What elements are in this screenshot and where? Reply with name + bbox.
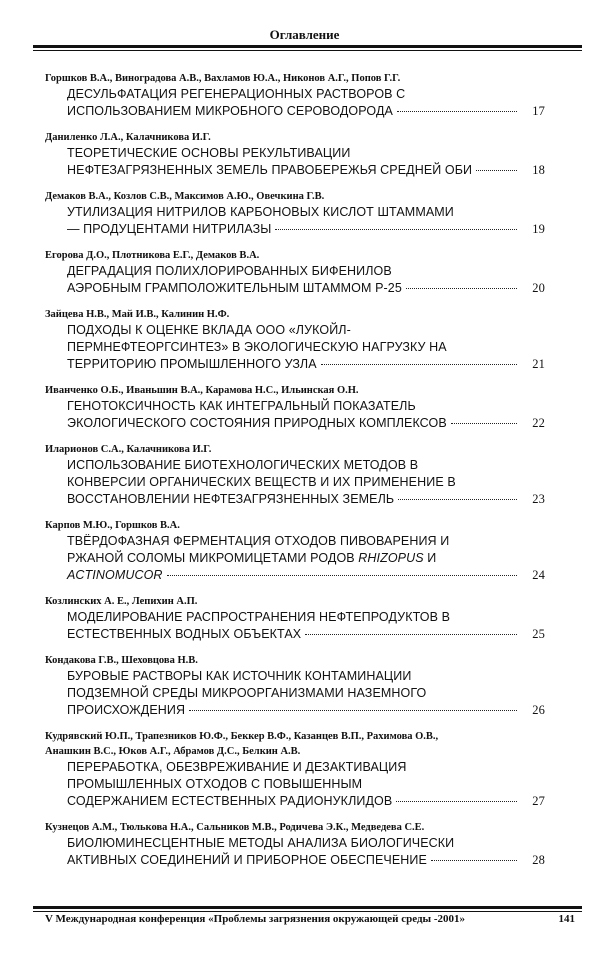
top-rule-thick: [33, 45, 582, 48]
entry-authors: Карпов М.Ю., Горшков В.А.: [45, 520, 180, 531]
title-line: ПРОИСХОЖДЕНИЯ: [67, 703, 186, 717]
entry-title: [67, 86, 575, 120]
title-last-line: [67, 567, 545, 584]
title-text: И: [423, 551, 437, 565]
title-last-line: [67, 702, 545, 719]
bottom-rule-thick: [33, 906, 582, 909]
entry-title: [67, 609, 575, 643]
genus-name: ACTINOMUCOR: [67, 568, 163, 582]
page-number[interactable]: 18: [532, 163, 545, 177]
dot-leader: [189, 710, 517, 711]
title-line: [67, 550, 545, 567]
title-line: ПЕРМНЕФТЕОРГСИНТЕЗ» В ЭКОЛОГИЧЕСКУЮ НАГРУЗКУ НА: [67, 340, 447, 354]
dot-leader: [397, 111, 517, 112]
title-last-line: [67, 356, 545, 373]
entry-authors: Даниленко Л.А., Калачникова И.Г.: [45, 132, 211, 143]
dot-leader: [305, 634, 517, 635]
title-last-line: [67, 162, 545, 179]
page-number[interactable]: 19: [532, 222, 545, 236]
title-line: ТВЁРДОФАЗНАЯ ФЕРМЕНТАЦИЯ ОТХОДОВ ПИВОВАРЕНИЯ И: [67, 534, 450, 548]
title-last-line: [67, 103, 545, 120]
entry-authors: Анашкин В.С., Юков А.Г., Абрамов Д.С., Белкин А.В.: [45, 746, 301, 757]
title-last-line: [67, 852, 545, 869]
page-title: Оглавление: [269, 27, 340, 42]
title-line: ПЕРЕРАБОТКА, ОБЕЗВРЕЖИВАНИЕ И ДЕЗАКТИВАЦИЯ: [67, 760, 407, 774]
title-line: КОНВЕРСИИ ОРГАНИЧЕСКИХ ВЕЩЕСТВ И ИХ ПРИМЕНЕНИЕ В: [67, 475, 456, 489]
entry-title: [67, 204, 575, 238]
title-line: АКТИВНЫХ СОЕДИНЕНИЙ И ПРИБОРНОЕ ОБЕСПЕЧЕНИЕ: [67, 853, 427, 867]
toc-entry[interactable]: [45, 307, 575, 373]
bottom-rule-thin: [33, 911, 582, 912]
entry-authors: Иванченко О.Б., Иваньшин В.А., Карамова Н.С., Ильинская О.Н.: [45, 385, 359, 396]
entry-authors: Кудрявский Ю.П., Трапезников Ю.Ф., Беккер В.Ф., Казанцев В.П., Рахимова О.В.,: [45, 731, 439, 742]
entry-title: [67, 759, 575, 810]
title-line: ЭКОЛОГИЧЕСКОГО СОСТОЯНИЯ ПРИРОДНЫХ КОМПЛЕКСОВ: [67, 416, 447, 430]
title-line: НЕФТЕЗАГРЯЗНЕННЫХ ЗЕМЕЛЬ ПРАВОБЕРЕЖЬЯ СРЕДНЕЙ ОБИ: [67, 163, 473, 177]
toc-entry[interactable]: [45, 248, 575, 297]
dot-leader: [275, 229, 517, 230]
title-line: ДЕСУЛЬФАТАЦИЯ РЕГЕНЕРАЦИОННЫХ РАСТВОРОВ С: [67, 87, 406, 101]
title-line: ТЕРРИТОРИЮ ПРОМЫШЛЕННОГО УЗЛА: [67, 357, 317, 371]
entry-title: [67, 322, 575, 373]
toc-entry[interactable]: [45, 383, 575, 432]
entry-title: [67, 533, 575, 584]
title-last-line: [67, 415, 545, 432]
title-line: ПОДЗЕМНОЙ СРЕДЫ МИКРООРГАНИЗМАМИ НАЗЕМНОГО: [67, 686, 427, 700]
page-number[interactable]: 26: [532, 703, 545, 717]
entry-title: [67, 263, 575, 297]
footer-conference-title: V Международная конференция «Проблемы загрязнения окружающей среды -2001»: [45, 913, 466, 925]
toc-entry[interactable]: [45, 442, 575, 508]
entry-authors: Иларионов С.А., Калачникова И.Г.: [45, 444, 212, 455]
title-line: ПРОМЫШЛЕННЫХ ОТХОДОВ С ПОВЫШЕННЫМ: [67, 777, 363, 791]
entry-authors: Козлинских А. Е., Лепихин А.П.: [45, 596, 198, 607]
title-line: ГЕНОТОКСИЧНОСТЬ КАК ИНТЕГРАЛЬНЫЙ ПОКАЗАТЕЛЬ: [67, 399, 416, 413]
title-line: ЕСТЕСТВЕННЫХ ВОДНЫХ ОБЪЕКТАХ: [67, 627, 302, 641]
page-number[interactable]: 21: [532, 357, 545, 371]
entry-authors: Демаков В.А., Козлов С.В., Максимов А.Ю., Овечкина Г.В.: [45, 191, 325, 202]
toc-entry[interactable]: [45, 729, 575, 810]
title-last-line: [67, 793, 545, 810]
dot-leader: [406, 288, 517, 289]
entry-authors: Горшков В.А., Виноградова А.В., Вахламов Ю.А., Никонов А.Г., Попов Г.Г.: [45, 73, 401, 84]
page-footer: [45, 913, 575, 925]
toc-entry[interactable]: [45, 820, 575, 869]
top-rule-thin: [33, 50, 582, 51]
dot-leader: [167, 575, 517, 576]
entry-authors: Зайцева Н.В., Май И.В., Калинин Н.Ф.: [45, 309, 230, 320]
toc-entry[interactable]: [45, 130, 575, 179]
entry-title: [67, 145, 575, 179]
entry-title: [67, 835, 575, 869]
title-line: УТИЛИЗАЦИЯ НИТРИЛОВ КАРБОНОВЫХ КИСЛОТ ШТАММАМИ: [67, 205, 454, 219]
toc-entry[interactable]: [45, 189, 575, 238]
page-number[interactable]: 17: [532, 104, 545, 118]
title-last-line: [67, 491, 545, 508]
page-number[interactable]: 24: [532, 568, 545, 582]
entry-title: [67, 398, 575, 432]
footer-page-number: 141: [558, 913, 575, 925]
dot-leader: [321, 364, 517, 365]
page-number[interactable]: 28: [532, 853, 545, 867]
dot-leader: [396, 801, 517, 802]
title-line: БУРОВЫЕ РАСТВОРЫ КАК ИСТОЧНИК КОНТАМИНАЦИИ: [67, 669, 412, 683]
page-number[interactable]: 20: [532, 281, 545, 295]
title-line: — ПРОДУЦЕНТАМИ НИТРИЛАЗЫ: [67, 222, 272, 236]
toc-entry[interactable]: [45, 653, 575, 719]
title-line: ПОДХОДЫ К ОЦЕНКЕ ВКЛАДА ООО «ЛУКОЙЛ-: [67, 323, 351, 337]
dot-leader: [451, 423, 517, 424]
title-last-line: [67, 221, 545, 238]
title-line: ИСПОЛЬЗОВАНИЕ БИОТЕХНОЛОГИЧЕСКИХ МЕТОДОВ В: [67, 458, 419, 472]
entry-authors: Кондакова Г.В., Шеховцова Н.В.: [45, 655, 198, 666]
title-line: МОДЕЛИРОВАНИЕ РАСПРОСТРАНЕНИЯ НЕФТЕПРОДУКТОВ В: [67, 610, 451, 624]
dot-leader: [476, 170, 517, 171]
title-last-line: [67, 280, 545, 297]
page-number[interactable]: 27: [532, 794, 545, 808]
title-text: РЖАНОЙ СОЛОМЫ МИКРОМИЦЕТАМИ РОДОВ: [67, 551, 359, 565]
toc-entry[interactable]: [45, 71, 575, 120]
entry-authors: Кузнецов А.М., Тюлькова Н.А., Сальников М.В., Родичева Э.К., Медведева С.Е.: [45, 822, 425, 833]
toc-entry[interactable]: [45, 594, 575, 643]
dot-leader: [398, 499, 517, 500]
genus-name: RHIZOPUS: [358, 551, 424, 565]
title-line: БИОЛЮМИНЕСЦЕНТНЫЕ МЕТОДЫ АНАЛИЗА БИОЛОГИЧЕСКИ: [67, 836, 455, 850]
page-number[interactable]: 23: [532, 492, 545, 506]
page-number[interactable]: 22: [532, 416, 545, 430]
table-of-contents: [45, 71, 575, 879]
title-line: ИСПОЛЬЗОВАНИЕМ МИКРОБНОГО СЕРОВОДОРОДА: [67, 104, 393, 118]
dot-leader: [431, 860, 517, 861]
title-last-line: [67, 626, 545, 643]
title-line: АЭРОБНЫМ ГРАМПОЛОЖИТЕЛЬНЫМ ШТАММОМ Р-25: [67, 281, 402, 295]
entry-authors: Егорова Д.О., Плотникова Е.Г., Демаков В.А.: [45, 250, 260, 261]
page-number[interactable]: 25: [532, 627, 545, 641]
title-line: СОДЕРЖАНИЕМ ЕСТЕСТВЕННЫХ РАДИОНУКЛИДОВ: [67, 794, 393, 808]
entry-title: [67, 457, 575, 508]
entry-title: [67, 668, 575, 719]
title-line: ВОССТАНОВЛЕНИИ НЕФТЕЗАГРЯЗНЕННЫХ ЗЕМЕЛЬ: [67, 492, 395, 506]
toc-entry[interactable]: [45, 518, 575, 584]
title-line: ТЕОРЕТИЧЕСКИЕ ОСНОВЫ РЕКУЛЬТИВАЦИИ: [67, 146, 351, 160]
title-line: ДЕГРАДАЦИЯ ПОЛИХЛОРИРОВАННЫХ БИФЕНИЛОВ: [67, 264, 392, 278]
